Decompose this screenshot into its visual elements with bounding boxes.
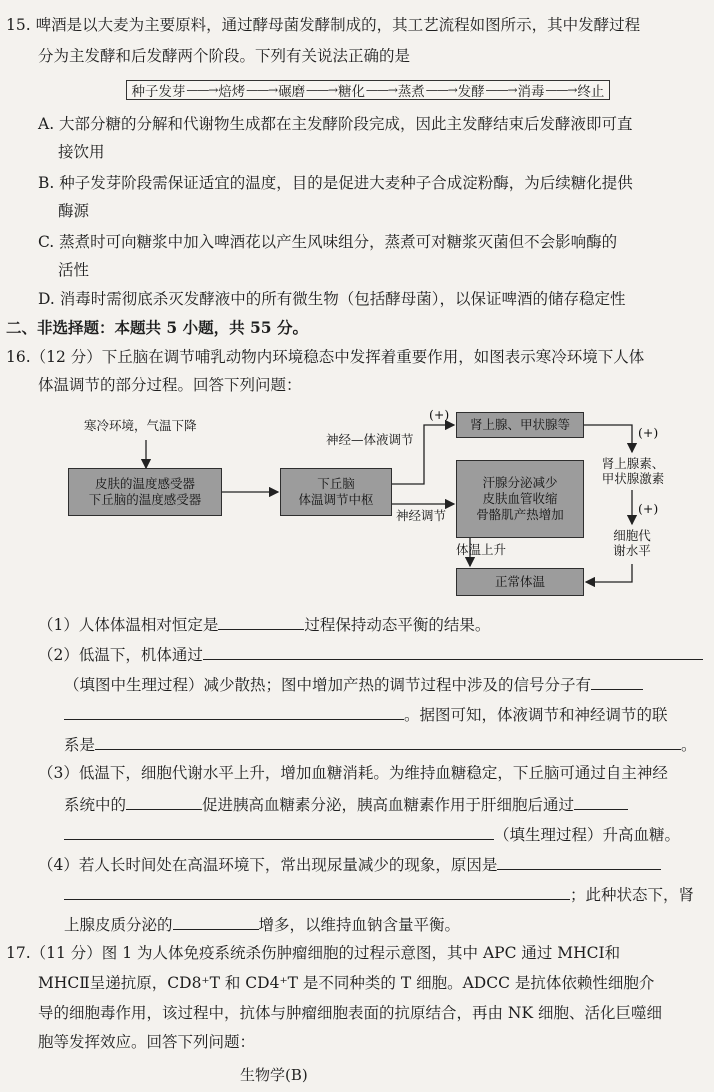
plus-sign-2: (+) [638, 425, 659, 440]
thermoregulation-diagram [62, 404, 665, 604]
temperature-rise-label: 体温上升 [456, 542, 507, 557]
q16-part2-line3 [64, 702, 668, 726]
q16-part4-line3-end: 增多，以维持血钠含量平衡。 [258, 916, 461, 934]
hormones-label [598, 456, 668, 486]
answer-blank[interactable] [497, 852, 661, 870]
answer-blank[interactable] [574, 792, 628, 810]
q16-part2-line2 [64, 672, 643, 696]
q16-part2-line1 [38, 642, 703, 666]
flow-step-7: 消毒 [517, 84, 545, 100]
arrow-gland-to-hormones [584, 425, 632, 452]
normal-temperature-box: 正常体温 [456, 568, 584, 596]
q16-part1 [38, 612, 490, 636]
q16-part2-line3-text: 。据图可知，体液调节和神经调节的联 [404, 706, 668, 724]
plus-sign-3: (+) [638, 501, 659, 516]
flow-arrow-icon: ——→ [186, 83, 218, 97]
q16-part1-text: （1）人体体温相对恒定是 [38, 616, 219, 634]
q15-option-b-line2: 酶源 [58, 202, 90, 220]
q15-option-c-line1: C. 蒸煮时可向糖浆中加入啤酒花以产生风味组分，蒸煮可对糖浆灭菌但不会影响酶的 [38, 233, 618, 251]
arrow-metabolism-to-normal [586, 564, 632, 582]
q17-stem-line3: 导的细胞毒作用，该过程中，抗体与肿瘤细胞表面的抗原结合，再由 NK 细胞、活化巨噬细 [38, 1004, 662, 1022]
q16-part4-line3-text: 上腺皮质分泌的 [64, 916, 173, 934]
temperature-receptor-box [68, 468, 222, 516]
flow-arrow-icon: ——→ [365, 83, 397, 97]
physiological-effect-box [456, 460, 584, 538]
effect-line3: 骨骼肌产热增加 [476, 507, 564, 522]
q16-part3-line1: （3）低温下，细胞代谢水平上升，增加血糖消耗。为维持血糖稳定，下丘脑可通过自主神经 [38, 764, 668, 782]
q16-part2-line4-text: 系是 [64, 736, 96, 754]
period: 。 [681, 736, 697, 754]
q16-part3-line2-end: 促进胰高血糖素分泌，胰高血糖素作用于肝细胞后通过 [202, 796, 575, 814]
q16-part3-line3 [64, 822, 680, 846]
cold-environment-label: 寒冷环境，气温下降 [84, 418, 197, 433]
receptor-line1: 皮肤的温度感受器 [94, 476, 195, 491]
hormones-line1: 肾上腺素、 [601, 456, 665, 471]
flow-step-5: 蒸煮 [397, 84, 425, 100]
plus-sign-1: (+) [429, 407, 450, 422]
q15-option-b-line1: B. 种子发芽阶段需保证适宜的温度，目的是促进大麦种子合成淀粉酶，为后续糖化提供 [38, 174, 633, 192]
page-footer: 生物学(B) [240, 1066, 308, 1084]
q16-part4-text: （4）若人长时间处在高温环境下，常出现尿量减少的现象，原因是 [38, 856, 498, 874]
q16-part2-line2-text: （填图中生理过程）减少散热；图中增加产热的调节过程中涉及的信号分子有 [64, 676, 592, 694]
q16-stem-line2: 体温调节的部分过程。回答下列问题： [38, 376, 302, 394]
q16-part2-line4 [64, 732, 697, 756]
q15-option-a-line2: 接饮用 [58, 143, 105, 161]
q15-option-a-line1: A. 大部分糖的分解和代谢物生成都在主发酵阶段完成，因此主发酵结束后发酵液即可直 [38, 115, 633, 133]
flow-step-8: 终止 [577, 84, 605, 100]
q16-part4-line3 [64, 912, 460, 936]
center-line1: 下丘脑 [317, 476, 355, 491]
section-2-heading: 二、非选择题：本题共 5 小题，共 55 分。 [6, 318, 308, 337]
flow-arrow-icon: ——→ [425, 83, 457, 97]
center-line2: 体温调节中枢 [298, 492, 374, 507]
flow-arrow-icon: ——→ [545, 83, 577, 97]
flow-arrow-icon: ——→ [246, 83, 278, 97]
hypothalamus-center-box [280, 468, 392, 516]
flow-step-6: 发酵 [457, 84, 485, 100]
answer-blank[interactable] [64, 882, 570, 900]
q17-stem-line2: MHCⅡ呈递抗原，CD8⁺T 和 CD4⁺T 是不同种类的 T 细胞。ADCC 是抗体依赖性细胞介 [38, 974, 655, 992]
q15-stem-line1: 15. 啤酒是以大麦为主要原料，通过酵母菌发酵制成的，其工艺流程如图所示，其中发酵过程 [6, 16, 641, 34]
answer-blank[interactable] [64, 822, 494, 840]
answer-blank[interactable] [218, 612, 304, 630]
flow-arrow-icon: ——→ [306, 83, 338, 97]
q17-stem-line1: 17.（11 分）图 1 为人体免疫系统杀伤肿瘤细胞的过程示意图，其中 APC 通过 MHCⅠ和 [6, 944, 621, 962]
adrenal-thyroid-box: 肾上腺、甲状腺等 [456, 412, 584, 438]
q16-stem-line1: 16.（12 分）下丘脑在调节哺乳动物内环境稳态中发挥着重要作用，如图表示寒冷环境下人体 [6, 348, 645, 366]
q16-part3-line2 [64, 792, 628, 816]
q16-part4-line2-text: ；此种状态下，肾 [570, 886, 695, 904]
flow-step-4: 糖化 [337, 84, 365, 100]
q16-part1-end: 过程保持动态平衡的结果。 [304, 616, 491, 634]
q15-option-d: D. 消毒时需彻底杀灭发酵液中的所有微生物（包括酵母菌），以保证啤酒的储存稳定性 [38, 290, 626, 308]
q16-part3-line3-text: （填生理过程）升高血糖。 [494, 826, 681, 844]
flow-step-2: 焙烤 [218, 84, 246, 100]
answer-blank[interactable] [591, 672, 643, 690]
neural-regulation-label: 神经调节 [396, 508, 447, 523]
effect-line1: 汗腺分泌减少 [482, 475, 558, 490]
q16-part4-line2 [64, 882, 694, 906]
q16-part4-line1 [38, 852, 661, 876]
answer-blank[interactable] [64, 702, 404, 720]
q17-stem-line4: 胞等发挥效应。回答下列问题： [38, 1033, 256, 1051]
q15-stem-line2: 分为主发酵和后发酵两个阶段。下列有关说法正确的是 [38, 47, 411, 65]
q15-option-c-line2: 活性 [58, 261, 90, 279]
metabolism-line2: 谢水平 [613, 543, 651, 558]
hormones-line2: 甲状腺激素 [601, 471, 665, 486]
answer-blank[interactable] [173, 912, 259, 930]
metabolism-line1: 细胞代 [613, 528, 651, 543]
effect-line2: 皮肤血管收缩 [482, 491, 558, 506]
q16-part3-line2-text: 系统中的 [64, 796, 127, 814]
answer-blank[interactable] [126, 792, 202, 810]
neuro-humoral-label: 神经—体液调节 [326, 432, 414, 447]
receptor-line2: 下丘脑的温度感受器 [88, 492, 202, 507]
metabolism-label [610, 528, 654, 558]
q15-process-flowchart [126, 80, 610, 100]
q16-part2-text: （2）低温下，机体通过 [38, 646, 203, 664]
flow-step-1: 种子发芽 [131, 84, 186, 100]
answer-blank[interactable] [95, 732, 681, 750]
answer-blank[interactable] [203, 642, 703, 660]
flow-step-3: 碾磨 [278, 84, 306, 100]
flow-arrow-icon: ——→ [485, 83, 517, 97]
